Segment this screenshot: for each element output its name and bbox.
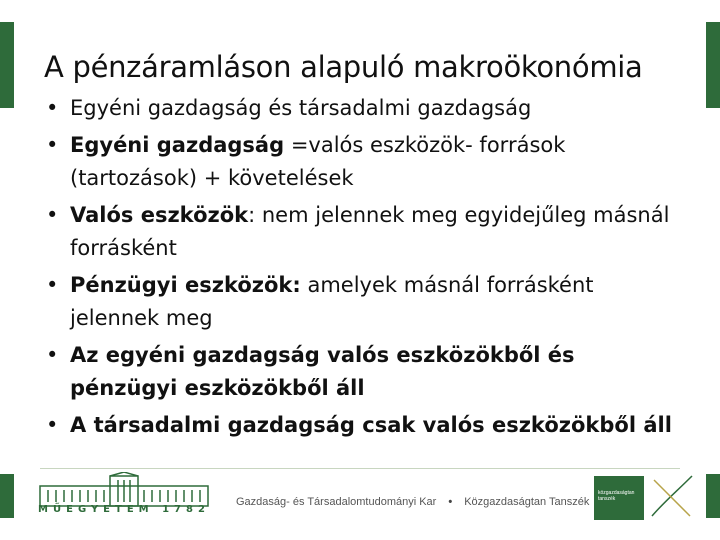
slide-footer xyxy=(14,468,706,524)
bullet-list xyxy=(46,92,686,446)
faculty-name: Gazdaság- és Társadalomtudományi Kar xyxy=(236,496,437,508)
department-mark-icon xyxy=(646,472,696,520)
slide-title: A pénzáramláson alapuló makroökonómia xyxy=(44,50,643,84)
accent-bar-left xyxy=(0,22,14,108)
footer-divider xyxy=(40,468,680,469)
bullet-item: • Valós eszközök: nem jelennek meg egyidejűleg másnál forrásként xyxy=(46,203,670,260)
bullet-item: • Az egyéni gazdagság valós eszközökből és pénzügyi eszközökből áll xyxy=(46,343,575,400)
bullet-item: • Egyéni gazdagság =valós eszközök- források (tartozások) + követelések xyxy=(46,133,566,190)
footer-affiliation xyxy=(236,496,589,508)
footer-separator: • xyxy=(448,496,453,508)
department-name: Közgazdaságtan Tanszék xyxy=(464,496,590,508)
bullet-item: • Pénzügyi eszközök: amelyek másnál forrásként jelennek meg xyxy=(46,273,594,330)
accent-bar-left-bottom xyxy=(0,474,14,518)
department-logo-icon: közgazdaságtan tanszék xyxy=(594,476,644,520)
bullet-item: • Egyéni gazdagság és társadalmi gazdagság xyxy=(46,96,532,120)
accent-bar-right-bottom xyxy=(706,474,720,518)
bullet-item: • A társadalmi gazdagság csak valós eszközökből áll xyxy=(46,413,672,437)
university-name: MŰEGYETEM 1782 xyxy=(38,504,210,515)
accent-bar-right xyxy=(706,22,720,108)
